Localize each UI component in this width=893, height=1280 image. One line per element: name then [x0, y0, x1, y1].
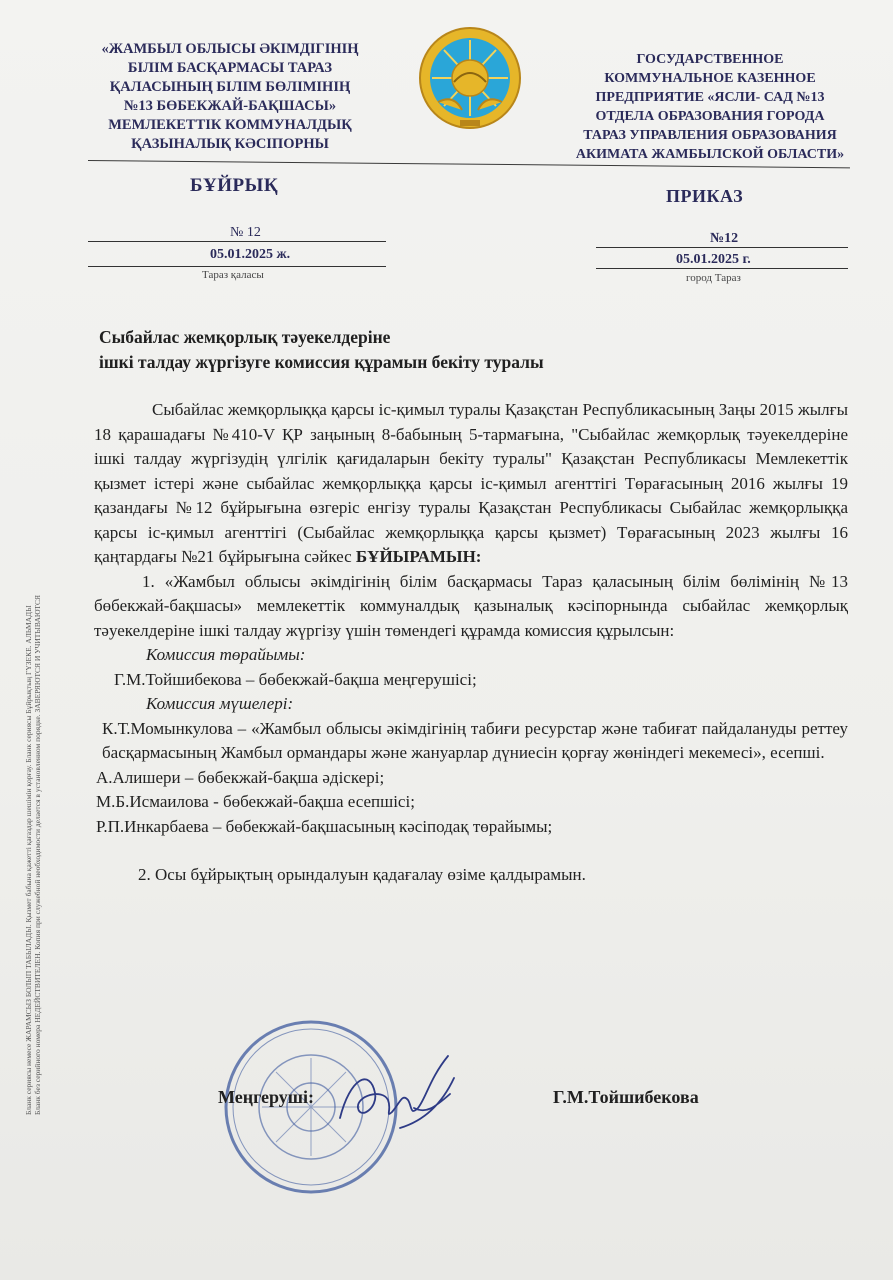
ru-date: 05.01.2025 г.: [676, 252, 751, 267]
header-ru-line: КОММУНАЛЬНОЕ КАЗЕННОЕ: [604, 71, 816, 86]
member-entry: М.Б.Исмаилова - бөбекжай-бақша есепшісі;: [96, 792, 415, 811]
header-ru-line: ПРЕДПРИЯТИЕ «ЯСЛИ- САД №13: [595, 90, 825, 105]
signatory-role: Меңгеруші:: [218, 1087, 315, 1107]
subject-line: Сыбайлас жемқорлық тәуекелдеріне: [99, 327, 391, 347]
header-kz-line: ҚАЗЫНАЛЫҚ КӘСІПОРНЫ: [131, 136, 329, 152]
header-kz-line: БІЛІМ БАСҚАРМАСЫ ТАРАЗ: [127, 60, 333, 76]
chair-entry: Г.М.Тойшибекова – бөбекжай-бақша меңгерушісі;: [114, 669, 477, 689]
header-kz-line: МЕМЛЕКЕТТІК КОММУНАЛДЫҚ: [108, 117, 352, 133]
sidebar-line: Бланк сериясы немесе ЖАРАМСЫЗ БОЛЫП ТАБЫЛАДЫ. Қызмет бабына қажетті қағаздар шешімін қорғау. Бланк сериясы Бұйрықтың ГҮЗЕКЕ. АЛЬМАДЫ: [24, 605, 33, 1115]
member-entry: К.Т.Момынкулова – «Жамбыл облысы әкімдігінің табиғи ресурстар және табиғат пайдалануды реттеу басқармасының Жамбыл ормандары және жануарлар дүниесін қорғау жөніндегі мекемесі», есепші.: [102, 718, 848, 762]
order-word: БҰЙЫРАМЫН:: [355, 547, 482, 566]
header-russian: [560, 50, 860, 164]
state-emblem-icon: [414, 24, 526, 132]
order-subject: [99, 325, 544, 375]
blank-security-note: [24, 335, 42, 1115]
doc-title-russian: ПРИКАЗ: [666, 186, 744, 206]
header-kz-line: ҚАЛАСЫНЫҢ БІЛІМ БӨЛІМІНІҢ: [109, 79, 351, 95]
header-ru-line: АКИМАТА ЖАМБЫЛСКОЙ ОБЛАСТИ»: [575, 147, 845, 162]
preamble-paragraph: [94, 398, 848, 570]
item-2: 2. Осы бұйрықтың орындалуын қадағалау өзіме қалдырамын.: [138, 865, 586, 884]
header-kazakh: [80, 40, 380, 154]
kz-date: 05.01.2025 ж.: [210, 247, 291, 262]
member-entry: А.Алишери – бөбекжай-бақша әдіскері;: [96, 767, 385, 787]
sidebar-line: Бланк без серийного номера НЕДЕЙСТВИТЕЛЕН. Копия при служебной необходимости делается в установленном порядке. ЗАВЕРЯЮТСЯ И УЧИТЫВАЮТСЯ: [33, 595, 42, 1115]
ru-number: №12: [710, 231, 739, 246]
header-kz-line: №13 БӨБЕКЖАЙ-БАҚШАСЫ»: [123, 98, 337, 114]
preamble-text: Сыбайлас жемқорлыққа қарсы іс-қимыл туралы Қазақстан Республикасының Заңы 2015 жылғы 18 қарашадағы №410-V ҚР заңының 8-бабының 5-тармағына, "Сыбайлас жемқорлық тәуекелдеріне ішкі талдау жүргізудің үлгілік қағидаларын бекіту туралы" Қазақстан Республикасы Мемлекеттік қызмет істері және сыбайлас жемқорлыққа қарсы іс-қимыл агенттігі Төрағасының 2016 жылғы 19 қазандағы №12 бұйрығына өзгеріс енгізу туралы Қазақстан Республикасы Сыбайлас жемқорлыққа қарсы іс-қимыл агенттігі (Сыбайлас жемқорлыққа қарсы қызмет) Төрағасының 2023 жылғы 16 қаңтардағы №21 бұйрығына сәйкес: [94, 400, 848, 566]
kz-city: Тараз қаласы: [202, 269, 264, 281]
chair-label: Комиссия төрайымы:: [146, 645, 306, 664]
handwritten-signature-icon: [330, 1048, 460, 1138]
header-ru-line: ГОСУДАРСТВЕННОЕ: [636, 52, 784, 67]
header-ru-line: ТАРАЗ УПРАВЛЕНИЯ ОБРАЗОВАНИЯ: [583, 128, 837, 143]
subject-line: ішкі талдау жүргізуге комиссия құрамын бекіту туралы: [99, 352, 544, 372]
signatory-name: Г.М.Тойшибекова: [553, 1087, 699, 1107]
members-label: Комиссия мүшелері:: [146, 694, 294, 713]
order-body: [94, 398, 848, 888]
item-1: 1. «Жамбыл облысы әкімдігінің білім басқармасы Тараз қаласының білім бөлімінің №13 бөбекжай-бақшасы» мемлекеттік коммуналдық қазыналық кәсіпорнында сыбайлас жемқорлық тәуекелдеріне ішкі талдау жүргізу үшін төмендегі құрамда комиссия құрылсын:: [94, 571, 848, 640]
member-entry: Р.П.Инкарбаева – бөбекжай-бақшасының кәсіподақ төрайымы;: [96, 816, 553, 836]
doc-title-kazakh: БҰЙРЫҚ: [190, 175, 279, 196]
header-kz-line: «ЖАМБЫЛ ОБЛЫСЫ ӘКІМДІГІНІҢ: [101, 41, 359, 57]
kz-number: № 12: [230, 225, 261, 240]
ru-city: город Тараз: [686, 272, 741, 284]
header-ru-line: ОТДЕЛА ОБРАЗОВАНИЯ ГОРОДА: [595, 109, 825, 124]
